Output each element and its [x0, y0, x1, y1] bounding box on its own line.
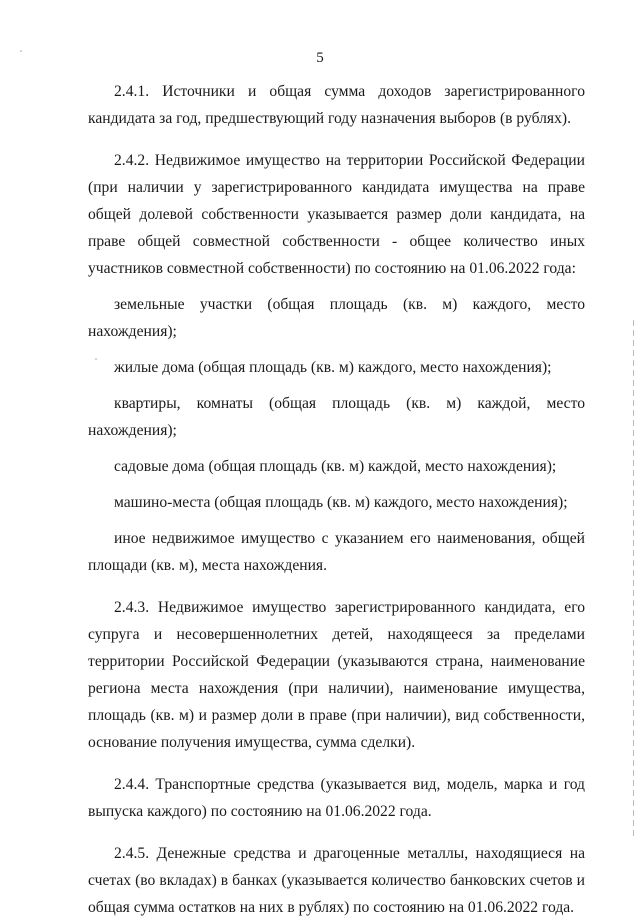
page-number: 5 [316, 50, 324, 66]
paragraph-2-4-5: 2.4.5. Денежные средства и драгоценные металлы, находящиеся на счетах (во вкладах) в банках (указывается количество банковских счетов и общая сумма остатков на них в рублях) по состоянию на 01.06.2022 года. [88, 845, 585, 916]
list-item: жилые дома (общая площадь (кв. м) каждого, место нахождения); [114, 359, 552, 376]
list-item: машино-места (общая площадь (кв. м) каждого, место нахождения); [114, 494, 568, 511]
paragraph-2-4-1: 2.4.1. Источники и общая сумма доходов зарегистрированного кандидата за год, предшествующий году назначения выборов (в рублях). [88, 83, 585, 127]
real-estate-list [88, 291, 585, 579]
scan-edge-mark [633, 320, 634, 840]
list-item: садовые дома (общая площадь (кв. м) каждой, место нахождения); [114, 458, 557, 475]
list-item: квартиры, комнаты (общая площадь (кв. м) каждой, место нахождения); [88, 395, 585, 439]
document-body [88, 78, 585, 921]
scan-speck [20, 50, 22, 52]
list-item: земельные участки (общая площадь (кв. м) каждого, место нахождения); [88, 296, 585, 340]
paragraph-2-4-2: 2.4.2. Недвижимое имущество на территории Российской Федерации (при наличии у зарегистрированного кандидата имущества на праве общей долевой собственности указывается размер доли кандидата, на праве общей совместной собственности - общее количество иных участников совместной собственности) по состоянию на 01.06.2022 года: [88, 152, 585, 277]
scan-speck [95, 358, 97, 360]
paragraph-2-4-4: 2.4.4. Транспортные средства (указывается вид, модель, марка и год выпуска каждого) по состоянию на 01.06.2022 года. [88, 776, 585, 820]
paragraph-2-4-3: 2.4.3. Недвижимое имущество зарегистрированного кандидата, его супруга и несовершеннолетних детей, находящееся за пределами территории Российской Федерации (указываются страна, наименование региона места нахождения (при наличии), наименование имущества, площадь (кв. м) и размер доли в праве (при наличии), вид собственности, основание получения имущества, сумма сделки). [88, 599, 585, 751]
list-item: иное недвижимое имущество с указанием его наименования, общей площади (кв. м), места нахождения. [88, 530, 585, 574]
